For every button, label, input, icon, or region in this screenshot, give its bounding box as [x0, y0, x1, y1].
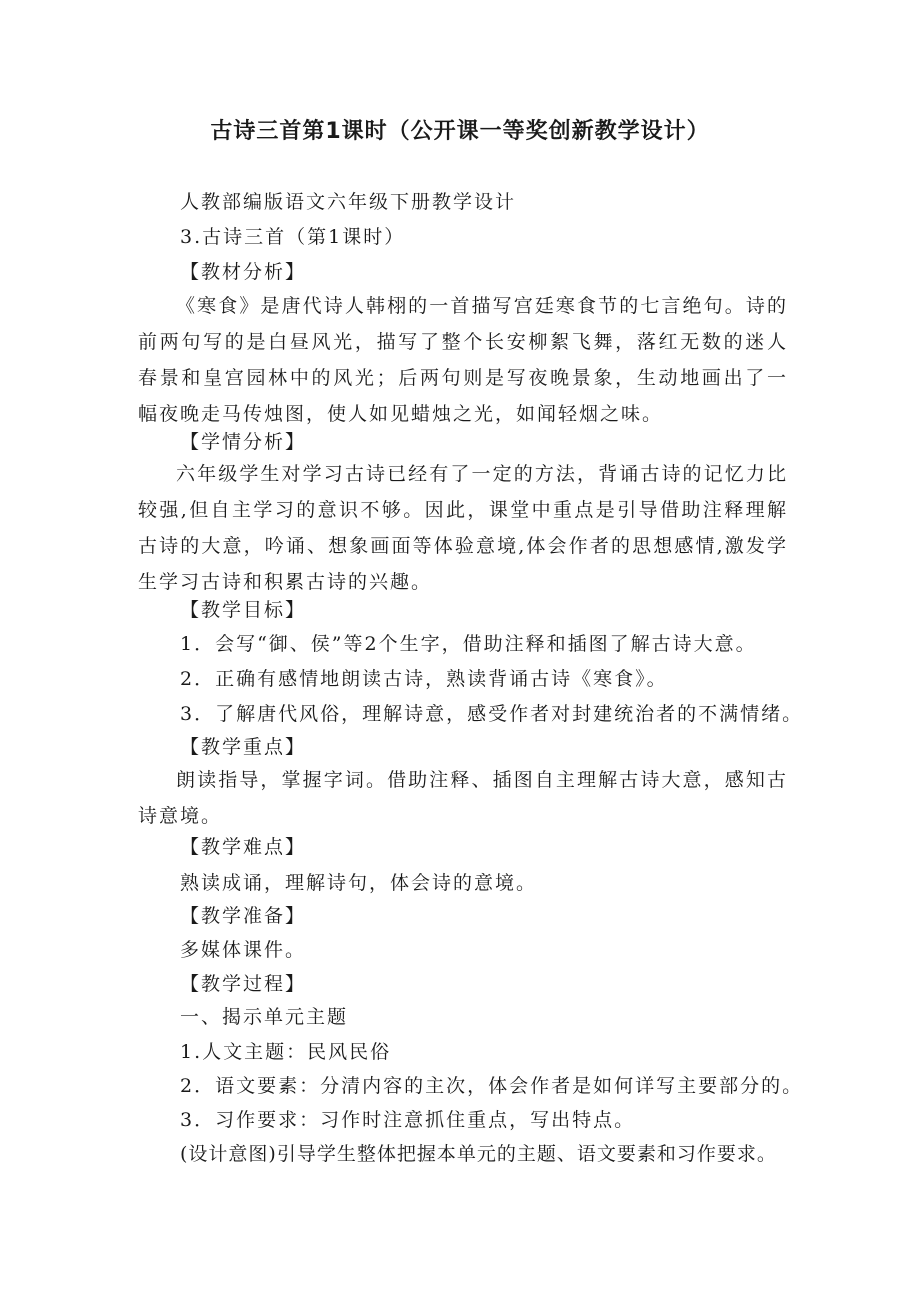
lesson-title: 3.古诗三首（第1课时）: [180, 226, 406, 248]
section-body-student-analysis: 六年级学生对学习古诗已经有了一定的方法，背诵古诗的记忆力比较强,但自主学习的意识不够。因此，课堂中重点是引导借助注释理解古诗的大意，吟诵、想象画面等体验意境,体会作者的思想感情,激发学生学习古诗和积累古诗的兴趣。: [138, 463, 788, 593]
section-heading-key-points: 【教学重点】: [180, 736, 307, 758]
section-heading-student-analysis: 【学情分析】: [180, 431, 307, 453]
section-body-key-points: 朗读指导，掌握字词。借助注释、插图自主理解古诗大意，感知古诗意境。: [138, 769, 788, 827]
process-item: 3．习作要求：习作时注意抓住重点，写出特点。: [180, 1109, 636, 1131]
document-subtitle: 人教部编版语文六年级下册教学设计: [180, 191, 517, 213]
objective-item: 1．会写“御、侯”等2个生字，借助注释和插图了解古诗大意。: [180, 633, 757, 655]
section-heading-objectives: 【教学目标】: [180, 599, 307, 621]
section-heading-difficulties: 【教学难点】: [180, 836, 307, 858]
section-body-difficulties: 熟读成诵，理解诗句，体会诗的意境。: [180, 872, 538, 894]
document-title: 古诗三首第1课时（公开课一等奖创新教学设计）: [210, 119, 710, 144]
section-heading-preparation: 【教学准备】: [180, 905, 307, 927]
section-body-preparation: 多媒体课件。: [180, 939, 307, 961]
objective-item: 3．了解唐代风俗，理解诗意，感受作者对封建统治者的不满情绪。: [180, 703, 804, 725]
objective-item: 2．正确有感情地朗读古诗，熟读背诵古诗《寒食》。: [180, 668, 668, 690]
process-step-title: 一、揭示单元主题: [180, 1006, 349, 1028]
process-design-intent: (设计意图)引导学生整体把握本单元的主题、语文要素和习作要求。: [180, 1143, 777, 1165]
section-heading-textbook-analysis: 【教材分析】: [180, 261, 307, 283]
process-item: 1.人文主题：民风民俗: [180, 1041, 392, 1063]
section-body-textbook-analysis: 《寒食》是唐代诗人韩栩的一首描写宫廷寒食节的七言绝句。诗的前两句写的是白昼风光，描写了整个长安柳絮飞舞，落红无数的迷人春景和皇宫园林中的风光；后两句则是写夜晚景象，生动地画出了一幅夜晚走马传烛图，使人如见蜡烛之光，如闻轻烟之味。: [138, 295, 788, 425]
section-heading-process: 【教学过程】: [180, 973, 307, 995]
process-item: 2．语文要素：分清内容的主次，体会作者是如何详写主要部分的。: [180, 1075, 804, 1097]
